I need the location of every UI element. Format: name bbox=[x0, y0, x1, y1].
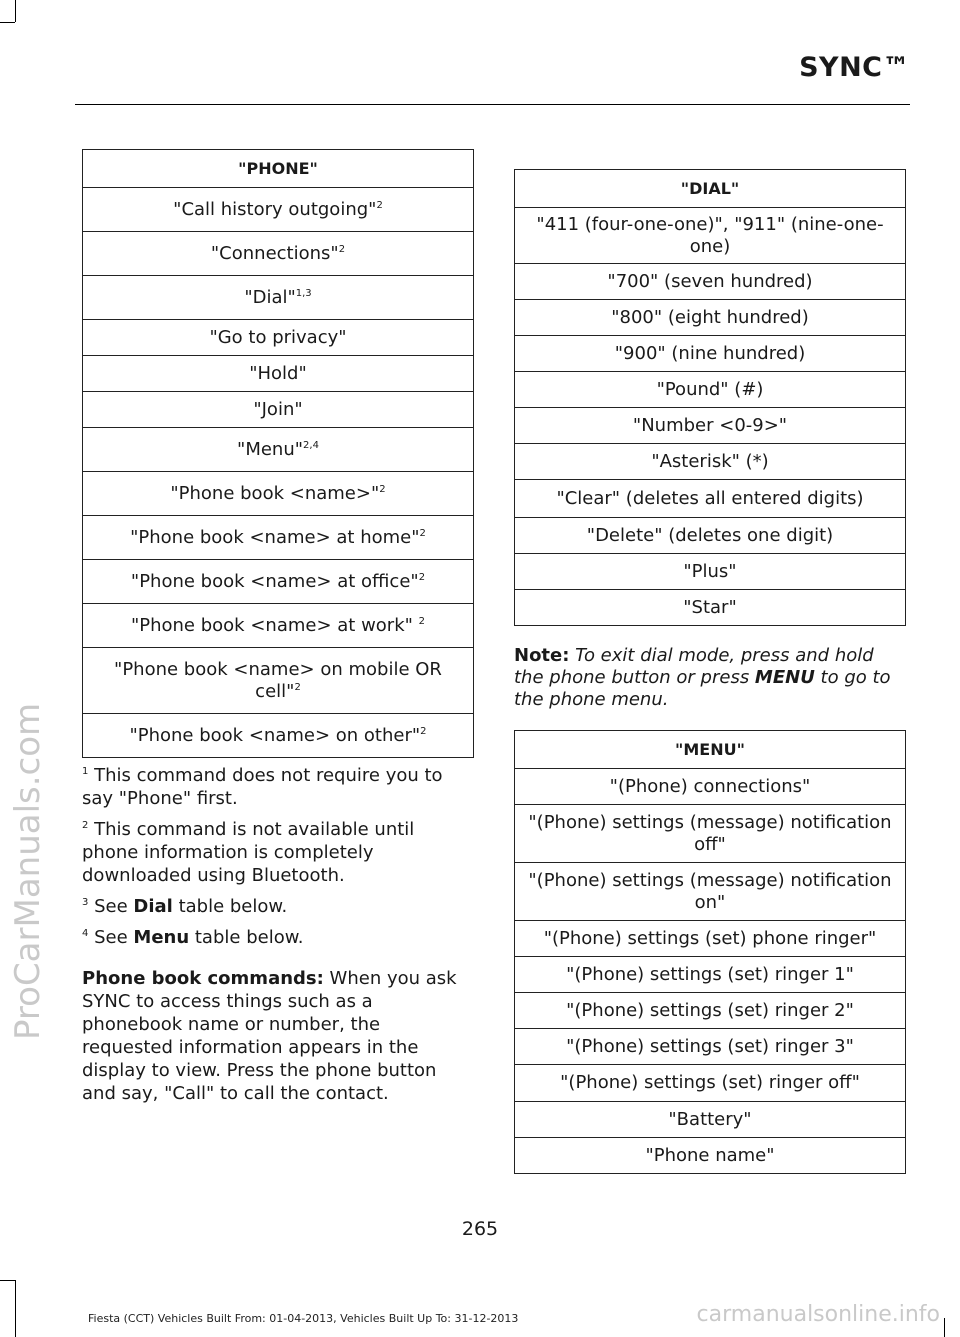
crop-mark bbox=[15, 0, 16, 22]
page-footer: Fiesta (CCT) Vehicles Built From: 01-04-2013, Vehicles Built Up To: 31-12-2013 bbox=[88, 1312, 519, 1325]
table-row: "800" (eight hundred) bbox=[515, 300, 906, 336]
table-row: "Phone book <name> on other"$^2$ bbox=[83, 714, 474, 758]
table-row: "(Phone) settings (set) phone ringer" bbox=[515, 921, 906, 957]
dial-note: Note: To exit dial mode, press and hold the phone button or press MENU to go to the phone menu. bbox=[514, 645, 891, 710]
table-title: "PHONE" bbox=[83, 150, 474, 188]
menu-commands-table bbox=[514, 730, 906, 1174]
table-row: "Menu"$^{2,4}$ bbox=[83, 428, 474, 472]
page-header-title: SYNC™ bbox=[799, 52, 910, 83]
table-row: "Phone book <name>"$^2$ bbox=[83, 472, 474, 516]
crop-mark bbox=[0, 1280, 15, 1281]
table-row: "Phone book <name> at work" $^2$ bbox=[83, 604, 474, 648]
footnotes bbox=[82, 764, 474, 1113]
table-row: "Hold" bbox=[83, 356, 474, 392]
header-divider bbox=[75, 104, 910, 105]
footnote-1: $^1$ This command does not require you to say "Phone" first. bbox=[82, 765, 443, 809]
table-row: "700" (seven hundred) bbox=[515, 264, 906, 300]
crop-mark bbox=[15, 1280, 16, 1337]
table-row: "Pound" (#) bbox=[515, 372, 906, 408]
table-row: "Plus" bbox=[515, 554, 906, 590]
table-row: "(Phone) settings (set) ringer 1" bbox=[515, 957, 906, 993]
phonebook-commands-paragraph: Phone book commands: When you ask SYNC to access things such as a phonebook name or number, the requested information appears in the display to view. Press the phone button and say, "Call" to call the contact. bbox=[82, 968, 457, 1104]
table-row: "(Phone) settings (set) ringer 3" bbox=[515, 1029, 906, 1065]
table-row: "Call history outgoing"$^2$ bbox=[83, 188, 474, 232]
table-row: "Phone book <name> at home"$^2$ bbox=[83, 516, 474, 560]
phone-commands-table bbox=[82, 149, 474, 758]
table-row: "Clear" (deletes all entered digits) bbox=[515, 480, 906, 518]
crop-mark bbox=[944, 1318, 945, 1337]
table-row: "Phone name" bbox=[515, 1138, 906, 1174]
table-row: "Go to privacy" bbox=[83, 320, 474, 356]
table-row: "Phone book <name> on mobile OR cell"$^2$ bbox=[83, 648, 474, 714]
site-watermark: carmanualsonline.info bbox=[696, 1302, 940, 1327]
table-row: "(Phone) connections" bbox=[515, 769, 906, 805]
table-row: "Dial"$^{1,3}$ bbox=[83, 276, 474, 320]
crop-mark bbox=[0, 22, 15, 23]
footnote-2: $^2$ This command is not available until phone information is completely downloaded using Bluetooth. bbox=[82, 819, 415, 886]
table-row: "Battery" bbox=[515, 1102, 906, 1138]
table-row: "Connections"$^2$ bbox=[83, 232, 474, 276]
table-row: "(Phone) settings (set) ringer 2" bbox=[515, 993, 906, 1029]
table-row: "Asterisk" (*) bbox=[515, 444, 906, 480]
watermark: ProCarManuals.com bbox=[8, 702, 48, 1040]
table-row: "900" (nine hundred) bbox=[515, 336, 906, 372]
table-title: "DIAL" bbox=[515, 170, 906, 208]
page-number: 265 bbox=[461, 1218, 499, 1240]
table-title: "MENU" bbox=[515, 731, 906, 769]
table-row: "(Phone) settings (set) ringer off" bbox=[515, 1065, 906, 1102]
table-row: "(Phone) settings (message) notification off" bbox=[515, 805, 906, 863]
table-row: "Phone book <name> at office"$^2$ bbox=[83, 560, 474, 604]
dial-commands-table bbox=[514, 169, 906, 626]
footnote-3: $^3$ See Dial table below. bbox=[82, 896, 288, 917]
table-row: "Number <0-9>" bbox=[515, 408, 906, 444]
table-row: "Delete" (deletes one digit) bbox=[515, 518, 906, 554]
footnote-4: $^4$ See Menu table below. bbox=[82, 927, 304, 948]
table-row: "(Phone) settings (message) notification on" bbox=[515, 863, 906, 921]
table-row: "Star" bbox=[515, 590, 906, 626]
table-row: "Join" bbox=[83, 392, 474, 428]
table-row: "411 (four-one-one)", "911" (nine-one-one) bbox=[515, 208, 906, 264]
